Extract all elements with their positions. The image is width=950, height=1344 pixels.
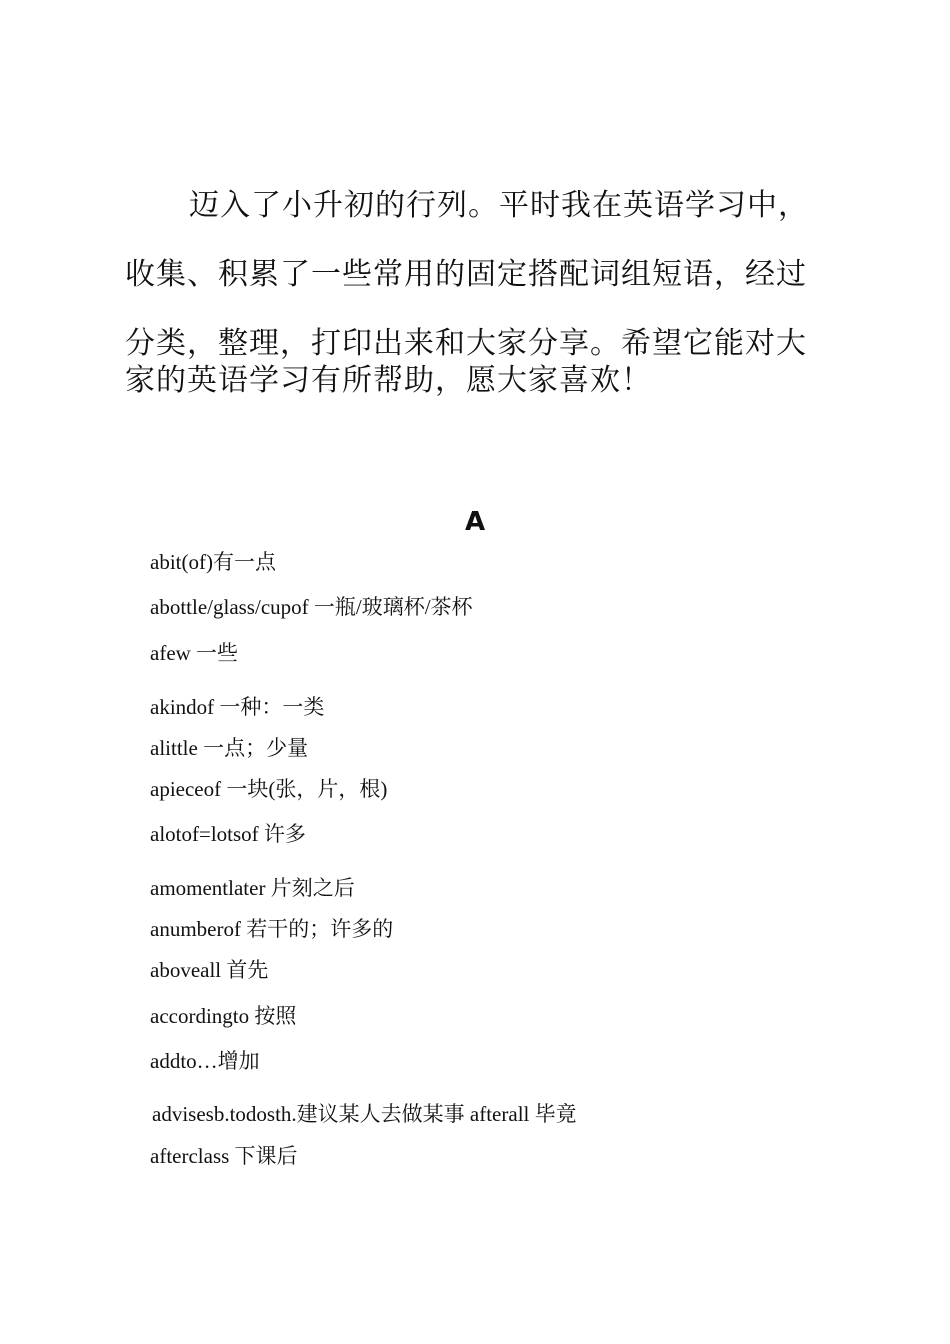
phrase-entry: amomentlater 片刻之后 xyxy=(150,876,355,900)
phrase-entry: abit(of)有一点 xyxy=(150,550,276,574)
intro-line-3: 分类，整理，打印出来和大家分享。希望它能对大 xyxy=(125,327,807,360)
section-heading: A xyxy=(464,507,486,537)
phrase-entry: alotof=lotsof 许多 xyxy=(150,822,306,846)
phrase-entry: advisesb.todosth.建议某人去做某事 afterall 毕竟 xyxy=(152,1102,577,1126)
phrase-entry: akindof 一种：一类 xyxy=(150,695,325,719)
phrase-entry: abottle/glass/cupof 一瓶/玻璃杯/茶杯 xyxy=(150,595,473,619)
intro-line-1: 迈入了小升初的行列。平时我在英语学习中， xyxy=(189,189,809,222)
phrase-entry: addto…增加 xyxy=(150,1049,260,1073)
phrase-entry: afterclass 下课后 xyxy=(150,1144,298,1168)
phrase-entry: anumberof 若干的；许多的 xyxy=(150,917,394,941)
phrase-entry: apieceof 一块(张，片，根) xyxy=(150,777,388,801)
intro-line-2: 收集、积累了一些常用的固定搭配词组短语，经过 xyxy=(125,258,807,291)
phrase-entry: accordingto 按照 xyxy=(150,1004,297,1028)
intro-line-4: 家的英语学习有所帮助，愿大家喜欢！ xyxy=(125,364,652,397)
phrase-entry: aboveall 首先 xyxy=(150,958,269,982)
phrase-entry: afew 一些 xyxy=(150,641,239,665)
phrase-entry: alittle 一点；少量 xyxy=(150,736,309,760)
